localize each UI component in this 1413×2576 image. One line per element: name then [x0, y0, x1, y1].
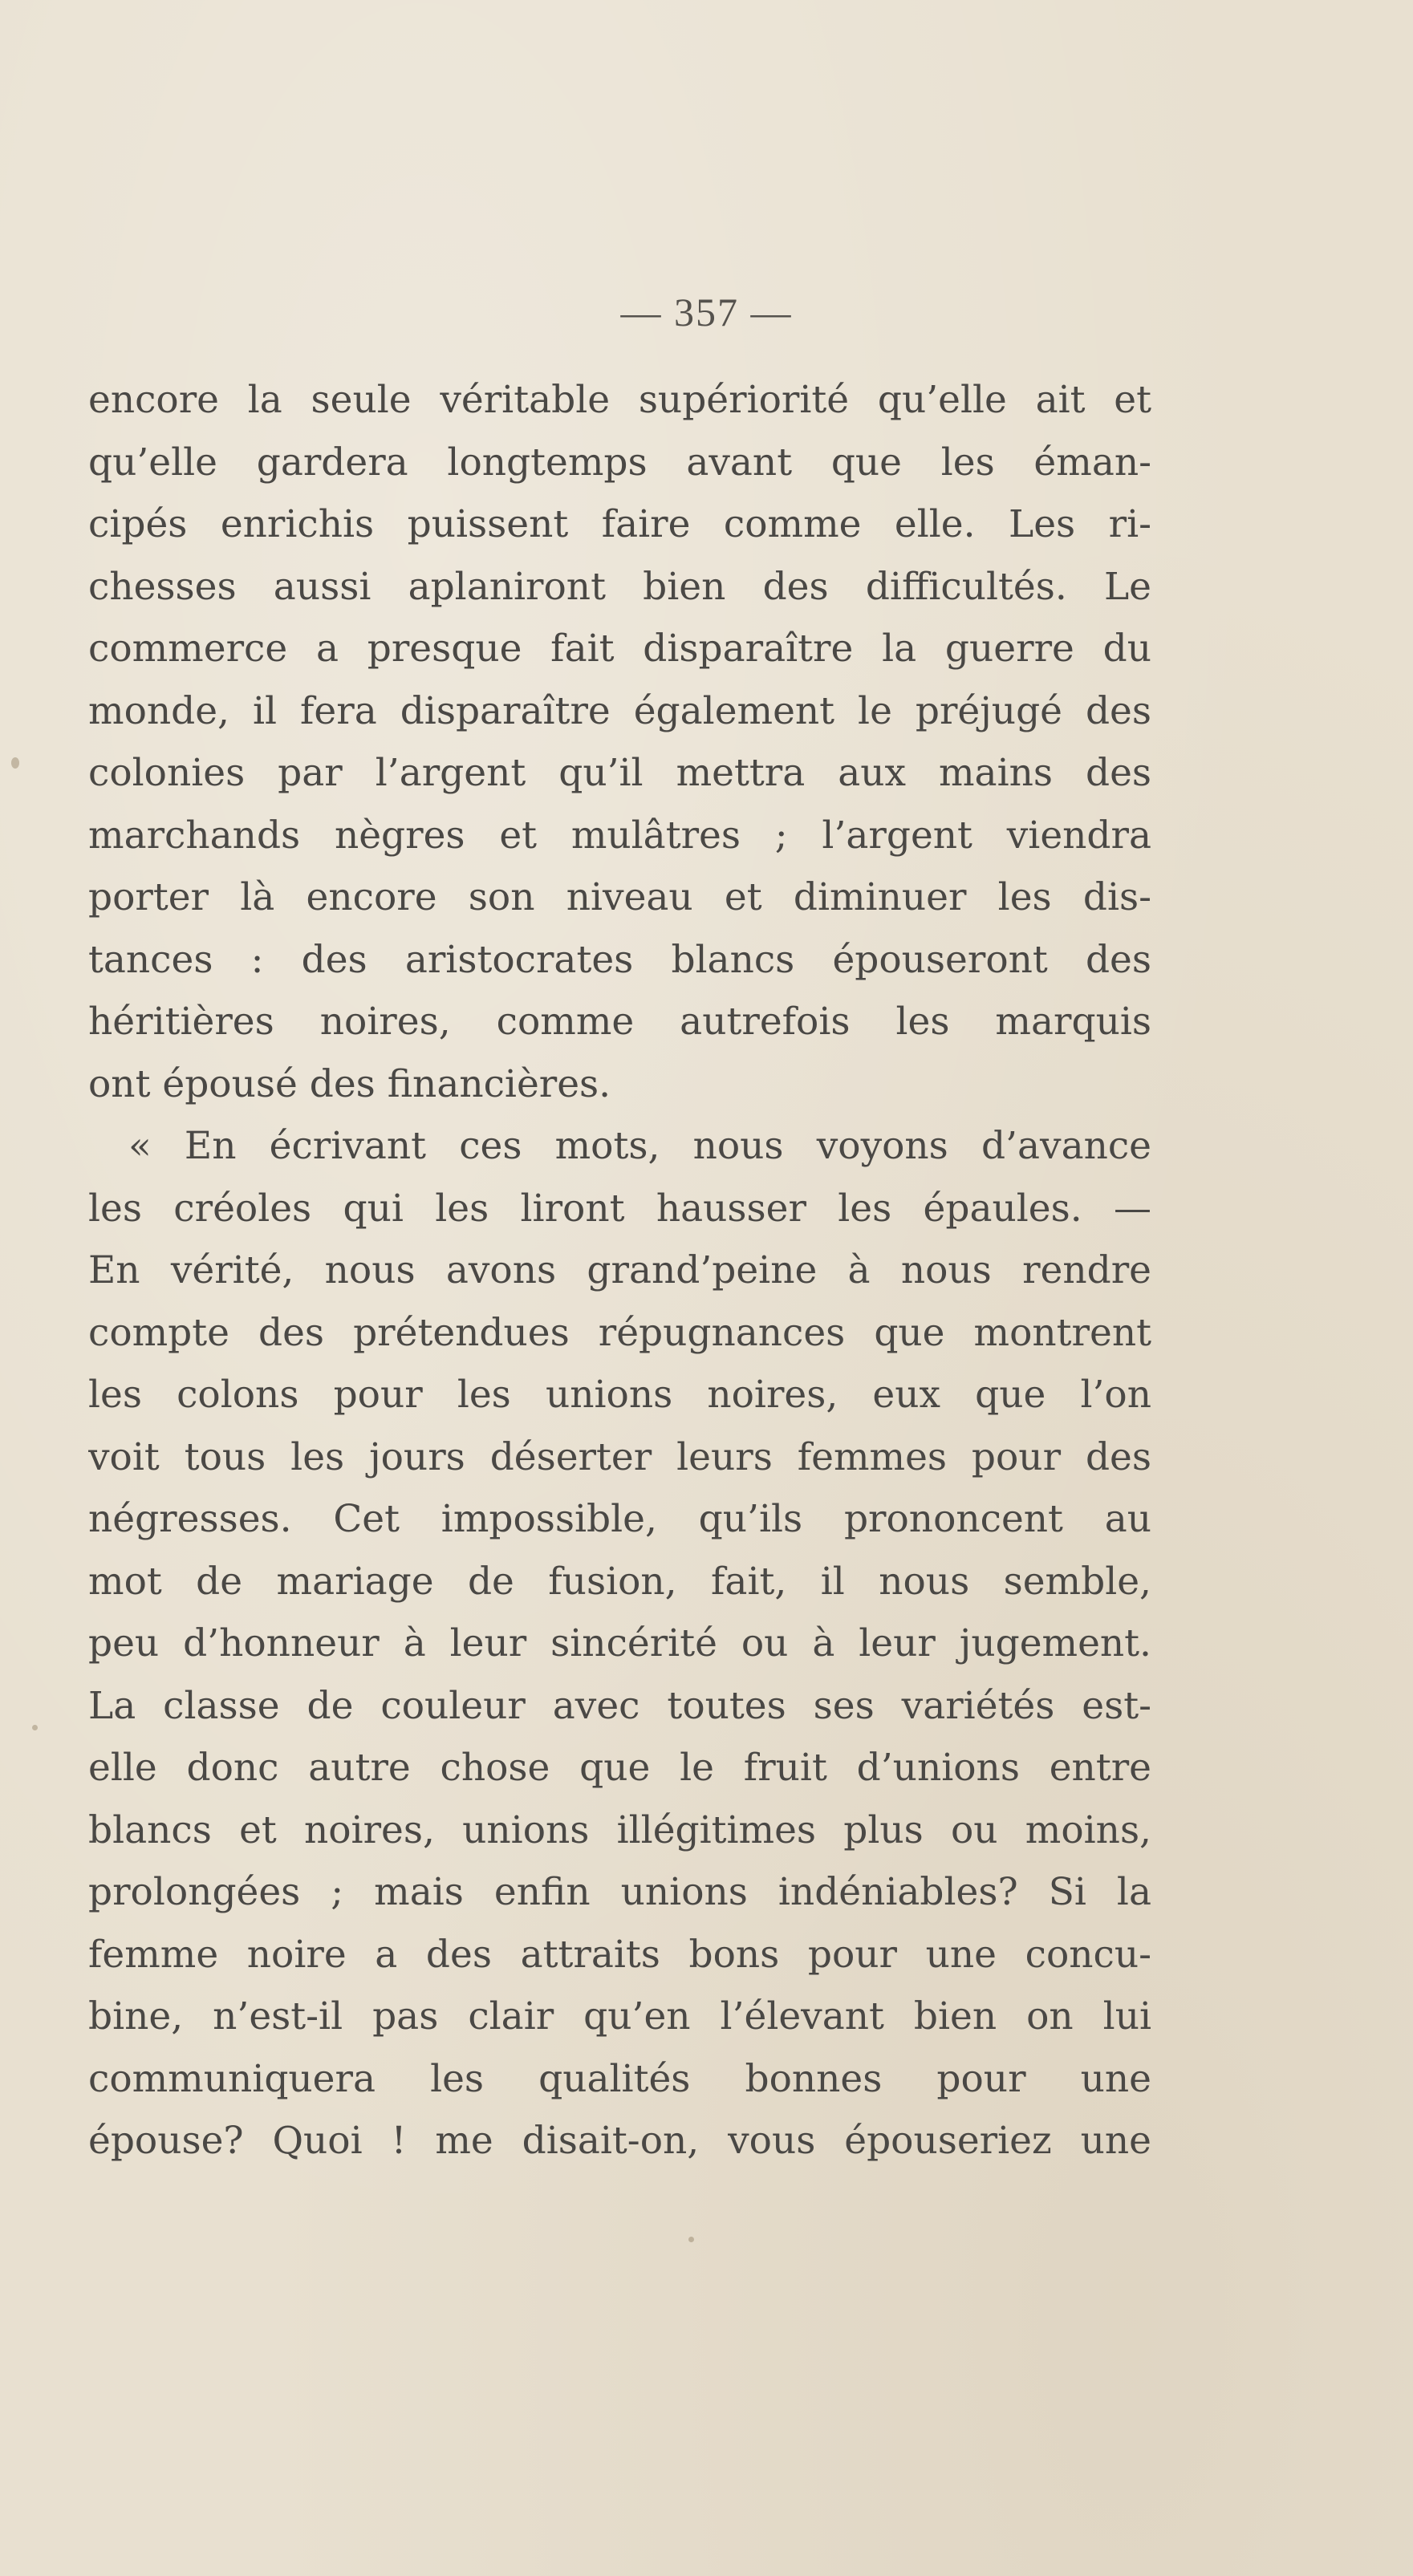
text-line: commerce a presque fait disparaître la guerre du	[88, 627, 1151, 671]
paper-speck	[11, 757, 19, 769]
text-line: tances : des aristocrates blancs épouseront des	[88, 937, 1151, 982]
text-line: monde, il fera disparaître également le préjugé des	[88, 688, 1151, 733]
text-line: mot de mariage de fusion, fait, il nous semble,	[88, 1559, 1151, 1604]
text-line: voit tous les jours déserter leurs femmes pour des	[88, 1434, 1151, 1479]
text-line: héritières noires, comme autrefois les marquis	[88, 1000, 1151, 1044]
text-line: les créoles qui les liront hausser les épaules. —	[88, 1186, 1151, 1231]
text-line: porter là encore son niveau et diminuer les dis-	[88, 875, 1151, 919]
text-line: compte des prétendues répugnances que montrent	[88, 1310, 1151, 1355]
text-line: « En écrivant ces mots, nous voyons d’avance	[128, 1124, 1151, 1168]
text-line: En vérité, nous avons grand’peine à nous rendre	[88, 1248, 1151, 1292]
text-line: marchands nègres et mulâtres ; l’argent viendra	[88, 813, 1151, 858]
text-line: communiquera les qualités bonnes pour une	[88, 2056, 1151, 2101]
paper-speck	[32, 1725, 38, 1730]
text-line: bine, n’est-il pas clair qu’en l’élevant bien on lui	[88, 1994, 1151, 2038]
text-line: encore la seule véritable supériorité qu’elle ait et	[88, 378, 1151, 422]
body-text	[88, 369, 1151, 2172]
text-line: femme noire a des attraits bons pour une concu-	[88, 1932, 1151, 1977]
text-line: prolongées ; mais enfin unions indéniables? Si la	[88, 1870, 1151, 1914]
text-line: épouse? Quoi ! me disait-on, vous épouseriez une	[88, 2119, 1151, 2163]
text-line: qu’elle gardera longtemps avant que les éman-	[88, 440, 1151, 485]
text-line: cipés enrichis puissent faire comme elle. Les ri-	[88, 502, 1151, 546]
text-line: les colons pour les unions noires, eux que l’on	[88, 1373, 1151, 1417]
text-line: blancs et noires, unions illégitimes plus ou moins,	[88, 1807, 1151, 1852]
paper-speck	[688, 2237, 694, 2242]
text-line: colonies par l’argent qu’il mettra aux mains des	[88, 751, 1151, 795]
text-line: peu d’honneur à leur sincérité ou à leur jugement.	[88, 1621, 1151, 1665]
text-line: ont épousé des financières.	[88, 1061, 611, 1106]
text-line: La classe de couleur avec toutes ses variétés est-	[88, 1683, 1151, 1728]
text-line: chesses aussi aplaniront bien des difficultés. Le	[88, 564, 1151, 609]
page-number: — 357 —	[620, 290, 793, 335]
text-line: négresses. Cet impossible, qu’ils prononcent au	[88, 1497, 1151, 1541]
text-line: elle donc autre chose que le fruit d’unions entre	[88, 1746, 1151, 1790]
